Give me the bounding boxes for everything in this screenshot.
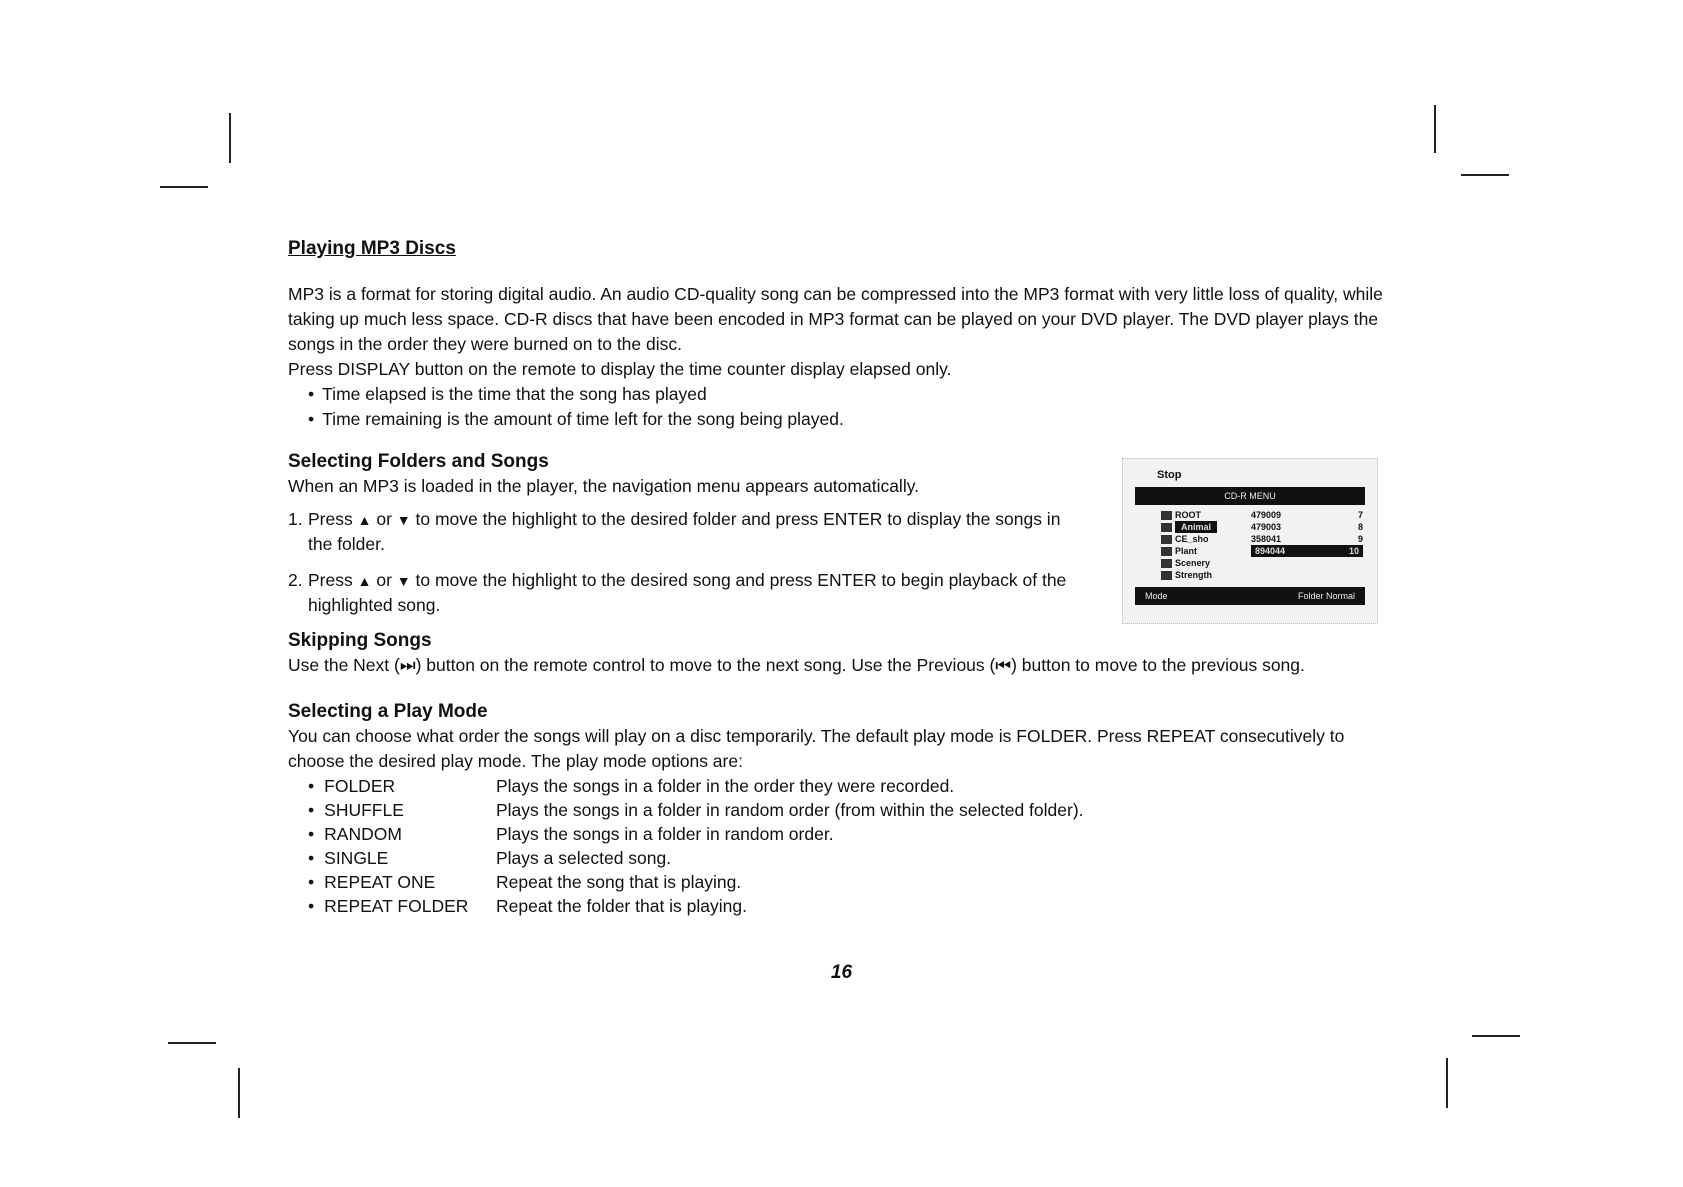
crop-mark <box>1446 1058 1448 1108</box>
list-item: • FOLDER Plays the songs in a folder in the order they were recorded. <box>308 774 1388 798</box>
playmode-heading: Selecting a Play Mode <box>288 701 488 722</box>
crop-mark <box>1461 174 1509 176</box>
crop-mark <box>168 1042 216 1044</box>
list-item: Animal <box>1161 521 1217 533</box>
display-instruction: Press DISPLAY button on the remote to display the time counter display elapsed only. <box>288 359 952 379</box>
list-item: • Time elapsed is the time that the song has played <box>308 382 1388 407</box>
folder-list <box>1161 509 1217 581</box>
menu-status: Stop <box>1157 469 1182 481</box>
folder-icon <box>1161 559 1172 568</box>
list-item: 894044 10 <box>1251 545 1363 557</box>
up-arrow-icon: ▲ <box>357 512 372 528</box>
down-arrow-icon: ▼ <box>396 573 411 589</box>
folder-icon <box>1161 571 1172 580</box>
page-title: Playing MP3 Discs <box>288 238 456 259</box>
playmode-section <box>288 700 1388 918</box>
list-item: • SINGLE Plays a selected song. <box>308 846 1388 870</box>
list-item: Scenery <box>1161 557 1217 569</box>
crop-mark <box>229 113 231 163</box>
selecting-steps <box>288 507 1068 617</box>
cdr-menu-screenshot <box>1122 458 1378 624</box>
list-item: • Time remaining is the amount of time left for the song being played. <box>308 407 1388 432</box>
selecting-text: When an MP3 is loaded in the player, the navigation menu appears automatically. <box>288 476 920 496</box>
list-item: Plant <box>1161 545 1217 557</box>
list-item: • SHUFFLE Plays the songs in a folder in random order (from within the selected folder). <box>308 798 1388 822</box>
folder-icon <box>1161 535 1172 544</box>
list-item: 479003 8 <box>1251 522 1363 532</box>
intro-paragraph: MP3 is a format for storing digital audio. An audio CD-quality song can be compressed into the MP3 format with very little loss of quality, while taking up much less space. CD-R discs that have been encoded in MP3 format can be played on your DVD player. The DVD player plays the songs in the order they were burned on to the disc. <box>288 284 1383 354</box>
time-bullets <box>288 382 1388 432</box>
list-item: • RANDOM Plays the songs in a folder in random order. <box>308 822 1388 846</box>
menu-header: CD-R MENU <box>1135 487 1365 505</box>
playmode-text: You can choose what order the songs will play on a disc temporarily. The default play mode is FOLDER. Press REPEAT consecutively to choose the desired play mode. The play mode options are: <box>288 726 1345 771</box>
selecting-heading: Selecting Folders and Songs <box>288 451 549 472</box>
menu-footer: Mode Folder Normal <box>1135 587 1365 605</box>
skipping-heading: Skipping Songs <box>288 630 432 651</box>
list-item: • REPEAT ONE Repeat the song that is playing. <box>308 870 1388 894</box>
list-item: ROOT <box>1161 509 1217 521</box>
skipping-text: Use the Next (⏭) button on the remote control to move to the next song. Use the Previous (⏮) button to move to the previous song. <box>288 655 1305 675</box>
folder-icon <box>1161 547 1172 556</box>
list-item: Strength <box>1161 569 1217 581</box>
page-number: 16 <box>830 962 853 983</box>
list-item: 358041 9 <box>1251 534 1363 544</box>
list-item: • REPEAT FOLDER Repeat the folder that is playing. <box>308 894 1388 918</box>
crop-mark <box>238 1068 240 1118</box>
step-item: 2. Press ▲ or ▼ to move the highlight to the desired song and press ENTER to begin playback of the highlighted song. <box>288 570 1067 615</box>
playmode-list <box>288 774 1388 918</box>
crop-mark <box>160 186 208 188</box>
up-arrow-icon: ▲ <box>357 573 372 589</box>
crop-mark <box>1434 105 1436 153</box>
folder-icon <box>1161 511 1172 520</box>
folder-icon <box>1161 523 1172 532</box>
step-item: 1. Press ▲ or ▼ to move the highlight to the desired folder and press ENTER to display the songs in the folder. <box>288 509 1061 554</box>
song-list <box>1251 509 1363 557</box>
skipping-section <box>288 629 1388 678</box>
down-arrow-icon: ▼ <box>396 512 411 528</box>
crop-mark <box>1472 1035 1520 1037</box>
list-item: 479009 7 <box>1251 510 1363 520</box>
list-item: CE_sho <box>1161 533 1217 545</box>
